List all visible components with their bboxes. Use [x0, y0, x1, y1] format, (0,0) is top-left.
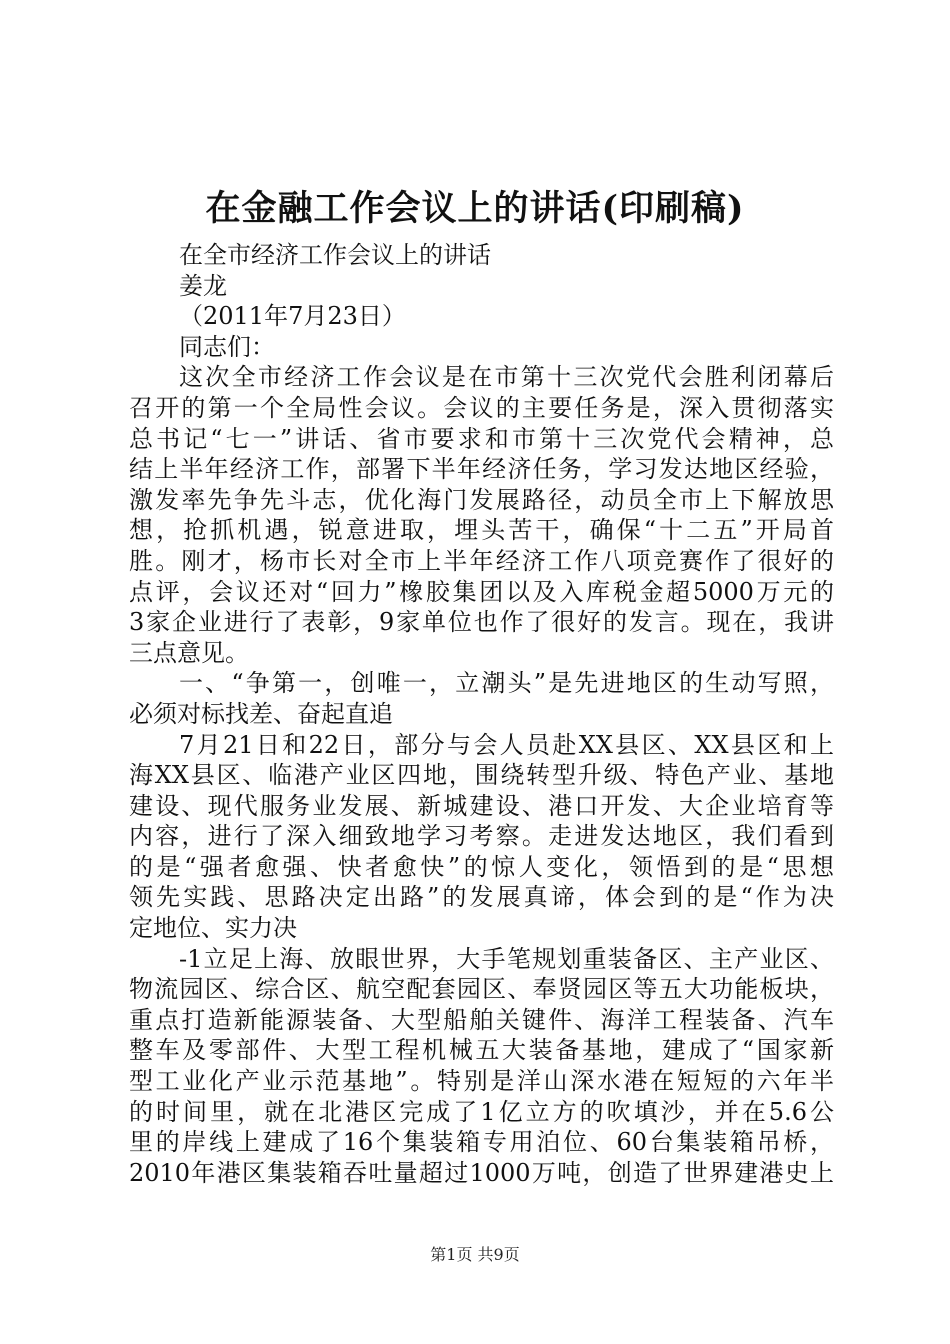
text-line: 点评，会议还对“回力”橡胶集团以及入库税金超5000万元的 — [129, 577, 834, 606]
text-line: -1立足上海、放眼世界，大手笔规划重装备区、主产业区、 — [179, 944, 834, 973]
text-line: 3家企业进行了表彰，9家单位也作了很好的发言。现在，我讲 — [129, 608, 834, 637]
text-line: 结上半年经济工作，部署下半年经济任务，学习发达地区经验， — [129, 455, 834, 484]
text-line: 必须对标找差、奋起直追 — [129, 699, 393, 728]
text-line: 里的岸线上建成了16个集装箱专用泊位、60台集装箱吊桥， — [129, 1128, 834, 1157]
text-line: 海XX县区、临港产业区四地，围绕转型升级、特色产业、基地 — [129, 761, 834, 790]
document-body — [129, 240, 834, 1188]
text-line: 2010年港区集装箱吞吐量超过1000万吨，创造了世界建港史上 — [129, 1158, 834, 1187]
text-line: 内容，进行了深入细致地学习考察。走进发达地区，我们看到 — [129, 822, 834, 851]
text-line: 召开的第一个全局性会议。会议的主要任务是，深入贯彻落实 — [129, 393, 834, 422]
text-line: 一、“争第一，创唯一，立潮头”是先进地区的生动写照， — [179, 669, 834, 698]
text-line: 物流园区、综合区、航空配套园区、奉贤园区等五大功能板块， — [129, 975, 834, 1004]
text-line: 建设、现代服务业发展、新城建设、港口开发、大企业培育等 — [129, 791, 834, 820]
text-line: 激发率先争先斗志，优化海门发展路径，动员全市上下解放思 — [129, 485, 834, 514]
text-line: 在全市经济工作会议上的讲话 — [179, 241, 491, 269]
page-footer: 第1页 共9页 — [430, 1245, 520, 1264]
text-line: 姜龙 — [179, 271, 227, 300]
text-line: 7月21日和22日，部分与会人员赴XX县区、XX县区和上 — [179, 730, 834, 759]
text-line: 的时间里，就在北港区完成了1亿立方的吹填沙，并在5.6公 — [129, 1097, 834, 1126]
text-line: （2011年7月23日） — [179, 302, 406, 331]
document-title: 在金融工作会议上的讲话(印刷稿) — [205, 188, 745, 229]
text-line: 总书记“七一”讲话、省市要求和市第十三次党代会精神，总 — [129, 424, 834, 453]
text-line: 同志们： — [179, 332, 275, 361]
text-line: 想，抢抓机遇，锐意进取，埋头苦干，确保“十二五”开局首 — [129, 516, 834, 545]
text-line: 三点意见。 — [129, 638, 249, 667]
text-line: 的是“强者愈强、快者愈快”的惊人变化，领悟到的是“思想 — [129, 852, 834, 881]
text-line: 型工业化产业示范基地”。特别是洋山深水港在短短的六年半 — [129, 1067, 834, 1096]
text-line: 定地位、实力决 — [129, 914, 297, 943]
text-line: 这次全市经济工作会议是在市第十三次党代会胜利闭幕后 — [179, 363, 834, 392]
text-line: 整车及零部件、大型工程机械五大装备基地，建成了“国家新 — [129, 1036, 834, 1065]
text-line: 胜。刚才，杨市长对全市上半年经济工作八项竞赛作了很好的 — [129, 546, 834, 575]
text-line: 领先实践、思路决定出路”的发展真谛，体会到的是“作为决 — [129, 883, 834, 912]
text-line: 重点打造新能源装备、大型船舶关键件、海洋工程装备、汽车 — [129, 1005, 834, 1034]
